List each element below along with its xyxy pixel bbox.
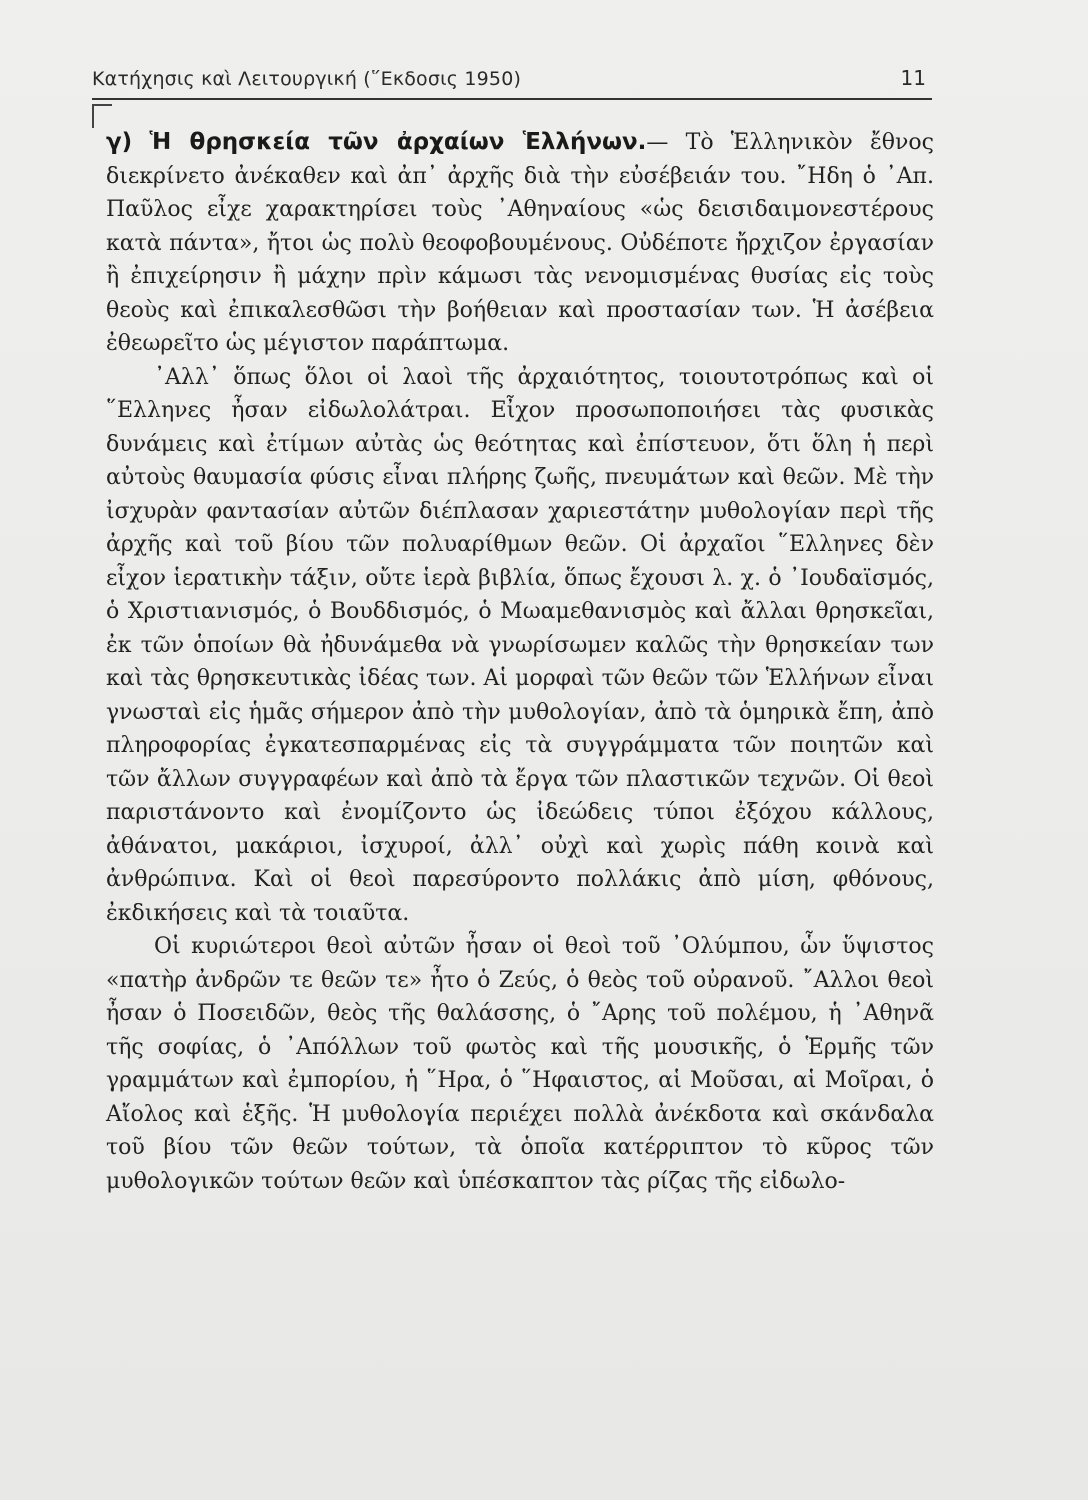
paragraph: Οἱ κυριώτεροι θεοὶ αὐτῶν ἦσαν οἱ θεοὶ τοῦ ᾿Ολύμπου, ὧν ὕψιστος «πατὴρ ἀνδρῶν τε θεῶν τε» ἦτο ὁ Ζεύς, ὁ θεὸς τοῦ οὐρανοῦ. ῎Αλλοι θεοὶ ἦσαν ὁ Ποσειδῶν, θεὸς τῆς θαλάσσης, ὁ ῎Αρης τοῦ πολέμου, ἡ ᾿Αθηνᾶ τῆς σοφίας, ὁ ᾿Απόλλων τοῦ φωτὸς καὶ τῆς μουσικῆς, ὁ Ἑρμῆς τῶν γραμμάτων καὶ ἐμπορίου, ἡ ῞Ηρα, ὁ ῞Ηφαιστος, αἱ Μοῦσαι, αἱ Μοῖραι, ὁ Αἴολος καὶ ἑξῆς. Ἡ μυθολογία περιέχει πολλὰ ἀνέκδοτα καὶ σκάνδαλα τοῦ βίου τῶν θεῶν τούτων, τὰ ὁποῖα κατέρριπτον τὸ κῦρος τῶν μυθολογικῶν τούτων θεῶν καὶ ὑπέσκαπτον τὰς ρίζας τῆς εἰδωλο- — [106, 934, 934, 1194]
page-number: 11 — [900, 66, 926, 90]
body-text — [106, 126, 934, 1198]
paragraph: ᾿Αλλ᾿ ὅπως ὅλοι οἱ λαοὶ τῆς ἀρχαιότητος, τοιουτοτρόπως καὶ οἱ ῞Ελληνες ἦσαν εἰδωλολάτραι. Εἶχον προσωποποιήσει τὰς φυσικὰς δυνάμεις καὶ ἐτίμων αὐτὰς ὡς θεότητας καὶ ἐπίστευον, ὅτι ὅλη ἡ περὶ αὐτοὺς θαυμασία φύσις εἶναι πλήρης ζωῆς, πνευμάτων καὶ θεῶν. Μὲ τὴν ἰσχυρὰν φαντασίαν αὐτῶν διέπλασαν χαριεστάτην μυθολογίαν περὶ τῆς ἀρχῆς καὶ τοῦ βίου τῶν πολυαρίθμων θεῶν. Οἱ ἀρχαῖοι ῞Ελληνες δὲν εἶχον ἱερατικὴν τάξιν, οὔτε ἱερὰ βιβλία, ὅπως ἔχουσι λ. χ. ὁ ᾿Ιουδαϊσμός, ὁ Χριστιανισμός, ὁ Βουδδισμός, ὁ Μωαμεθανισμὸς καὶ ἄλλαι θρησκεῖαι, ἐκ τῶν ὁποίων θὰ ἠδυνάμεθα νὰ γνωρίσωμεν καλῶς τὴν θρησκείαν των καὶ τὰς θρησκευτικὰς ἰδέας των. Αἱ μορφαὶ τῶν θεῶν τῶν Ἑλλήνων εἶναι γνωσταὶ εἰς ἡμᾶς σήμερον ἀπὸ τὴν μυθολογίαν, ἀπὸ τὰ ὁμηρικὰ ἔπη, ἀπὸ πληροφορίας ἐγκατεσπαρμένας εἰς τὰ συγγράμματα τῶν ποιητῶν καὶ τῶν ἄλλων συγγραφέων καὶ ἀπὸ τὰ ἔργα τῶν πλαστικῶν τεχνῶν. Οἱ θεοὶ παριστάνοντο καὶ ἐνομίζοντο ὡς ἰδεώδεις τύποι ἐξόχου κάλλους, ἀθάνατοι, μακάριοι, ἰσχυροί, ἀλλ᾿ οὐχὶ καὶ χωρὶς πάθη κοινὰ καὶ ἀνθρώπινα. Καὶ οἱ θεοὶ παρεσύροντο πολλάκις ἀπὸ μίση, φθόνους, ἐκδικήσεις καὶ τὰ τοιαῦτα. — [106, 364, 934, 926]
section-title: Ἡ θρησκεία τῶν ἀρχαίων Ἑλλήνων. — [149, 129, 647, 155]
section-label: γ) — [106, 129, 133, 155]
corner-bracket-mark — [92, 104, 112, 128]
running-header — [92, 66, 932, 100]
section-paragraph — [106, 126, 934, 361]
section-intro: — Τὸ Ἑλληνικὸν ἔθνος διεκρίνετο ἀνέκαθεν καὶ ἀπ᾿ ἀρχῆς διὰ τὴν εὐσέβειάν του. ῎Ηδη ὁ ᾿Απ. Παῦλος εἶχε χαρακτηρίσει τοὺς ᾿Αθηναίους «ὡς δεισιδαιμονεστέρους κατὰ πάντα», ἤτοι ὡς πολὺ θεοφοβουμένους. Οὐδέποτε ἤρχιζον ἐργασίαν ἢ ἐπιχείρησιν ἢ μάχην πρὶν κάμωσι τὰς νενομισμένας θυσίας εἰς τοὺς θεοὺς καὶ ἐπικαλεσθῶσι τὴν βοήθειαν καὶ προστασίαν των. Ἡ ἀσέβεια ἐθεωρεῖτο ὡς μέγιστον παράπτωμα. — [106, 130, 934, 356]
header-title: Κατήχησις καὶ Λειτουργική (῞Εκδοσις 1950) — [92, 68, 522, 90]
